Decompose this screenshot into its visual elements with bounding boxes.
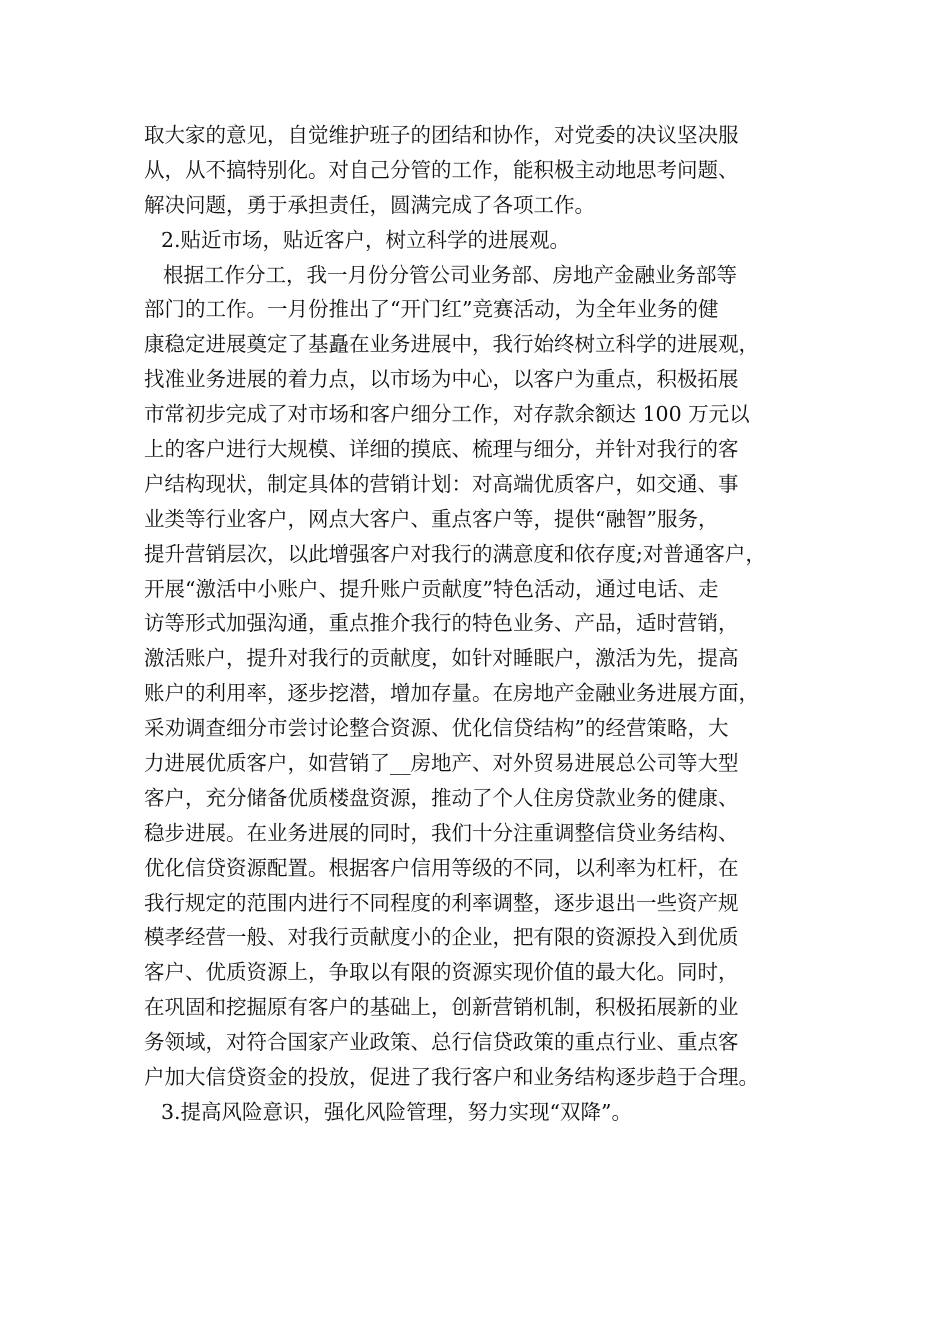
text-line: 上的客户进行大规模、详细的摸底、梳理与细分，并针对我行的客 [144,437,739,462]
text-line: 稳步进展。在业务进展的同时，我们十分注重调整信贷业务结构、 [144,820,739,845]
text-line: 客户，充分储备优质楼盘资源，推动了个人住房贷款业务的健康、 [144,785,739,810]
text-line: 部门的工作。一月份推出了“开门红”竞赛活动，为全年业务的健 [144,297,719,322]
text-line: 我行规定的范围内进行不同程度的利率调整，逐步退出一些资产规 [144,890,739,915]
text-line: 找准业务进展的着力点，以市场为中心，以客户为重点，积极拓展 [144,367,739,392]
paragraph-first-line: 根据工作分工，我一月份分管公司业务部、房地产金融业务部等 [163,262,737,287]
text-line: 模孝经营一般、对我行贡献度小的企业，把有限的资源投入到优质 [144,925,739,950]
body-text [144,118,834,1130]
text-line: 户结构现状，制定具体的营销计划：对高端优质客户，如交通、事 [144,471,739,496]
text-line: 力进展优质客户，如营销了__房地产、对外贸易进展总公司等大型 [144,751,739,776]
text-line: 从，从不搞特别化。对自己分管的工作，能积极主动地思考问题、 [144,157,739,182]
text-line: 提升营销层次，以此增强客户对我行的满意度和依存度;对普通客户， [144,541,766,566]
section-heading: 2.贴近市场，贴近客户，树立科学的进展观。 [161,227,571,252]
text-line: 开展“激活中小账户、提升账户贡献度”特色活动，通过电话、走 [144,576,719,601]
text-line: 取大家的意见，自觉维护班子的团结和协作，对党委的决议坚决服 [144,123,739,147]
text-line: 账户的利用率，逐步挖潜，增加存量。在房地产金融业务进展方面， [144,681,759,706]
text-line: 采劝调查细分市尝讨论整合资源、优化信贷结构”的经营策略，大 [144,716,729,741]
text-line: 优化信贷资源配置。根据客户信用等级的不同，以利率为杠杆，在 [144,855,739,880]
text-line: 业类等行业客户，网点大客户、重点客户等，提供“融智”服务， [144,506,719,531]
text-line: 康稳定进展奠定了基矗在业务进展中，我行始终树立科学的进展观， [144,332,759,357]
text-line: 激活账户，提升对我行的贡献度，如针对睡眠户，激活为先，提高 [144,646,739,671]
text-line: 客户、优质资源上，争取以有限的资源实现价值的最大化。同时， [144,960,739,985]
text-line: 市常初步完成了对市场和客户细分工作，对存款余额达 100 万元以 [144,402,750,427]
text-line: 解决问题，勇于承担责任，圆满完成了各项工作。 [144,192,595,217]
text-line: 户加大信贷资金的投放，促进了我行客户和业务结构逐步趋于合理。 [144,1065,759,1090]
text-line: 在巩固和挖掘原有客户的基础上，创新营销机制，积极拓展新的业 [144,995,739,1020]
text-line: 访等形式加强沟通，重点推介我行的特色业务、产品，适时营销， [144,611,739,636]
text-line: 务领域，对符合国家产业政策、总行信贷政策的重点行业、重点客 [144,1030,739,1055]
section-heading: 3.提高风险意识，强化风险管理，努力实现“双降”。 [161,1099,633,1124]
